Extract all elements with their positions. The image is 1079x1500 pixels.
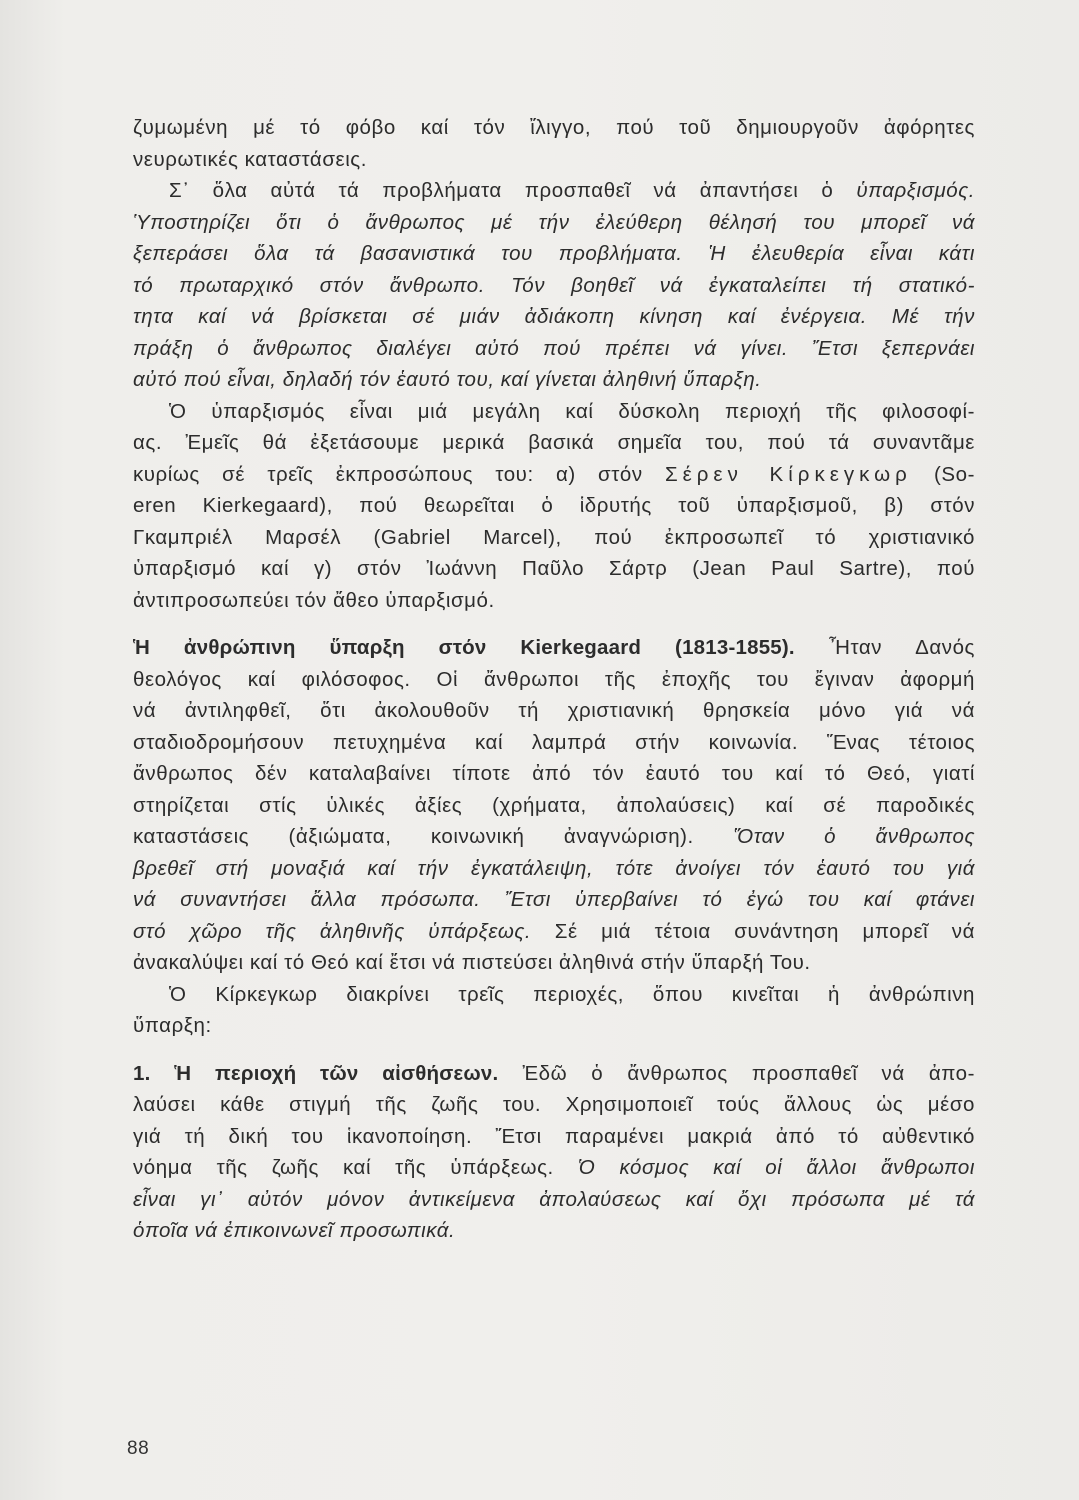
text-segment: ὁποῖα νά ἐπικοινωνεῖ προσωπικά. xyxy=(133,1219,456,1242)
text-segment: Ὁ κόσμος καί οἱ ἄλλοι ἄνθρωποι xyxy=(577,1156,975,1179)
text-segment: ἀντιπροσωπεύει τόν ἄθεο ὑπαρξισμό. xyxy=(133,588,495,612)
text-segment: σταδιοδρομήσουν πετυχημένα καί λαμπρά στήν κοινωνία. Ἕνας τέτοιος xyxy=(133,730,975,754)
text-segment: στό χῶρο τῆς ἀληθινῆς ὑπάρξεως. xyxy=(133,919,532,943)
text-segment: Ἦταν Δανός xyxy=(794,636,975,659)
text-segment: πράξη ὁ ἄνθρωπος διαλέγει αὐτό πού πρέπει νά γίνει. Ἔτσι ξεπερνάει xyxy=(133,336,975,360)
text-segment: ἀνακαλύψει καί τό Θεό καί ἔτσι νά πιστεύσει ἀληθινά στήν ὕπαρξή Του. xyxy=(133,951,811,974)
text-line xyxy=(133,947,975,979)
text-line xyxy=(133,758,975,790)
text-segment: ἄνθρωπος δέν καταλαβαίνει τίποτε ἀπό τόν ἑαυτό του καί τό Θεό, γιατί xyxy=(133,762,975,785)
text-segment: τητα καί νά βρίσκεται σέ μιάν ἀδιάκοπη κίνηση καί ἐνέργεια. Μέ τήν xyxy=(133,305,975,328)
text-line xyxy=(133,270,975,302)
text-segment: Σέρεν Κίρκεγκωρ xyxy=(664,462,912,486)
text-line xyxy=(133,695,975,727)
text-line xyxy=(133,1010,975,1042)
text-segment: τό πρωταρχικό στόν ἄνθρωπο. Τόν βοηθεῖ νά ἐγκαταλείπει τή στατικό- xyxy=(133,273,975,297)
text-segment: καταστάσεις (ἀξιώματα, κοινωνική ἀναγνώριση). xyxy=(133,825,734,848)
text-segment: Σ᾿ ὅλα αὐτά τά προβλήματα προσπαθεῖ νά ἀπαντήσει ὁ xyxy=(169,179,857,202)
text-line xyxy=(133,333,975,365)
text-line xyxy=(133,1184,975,1216)
text-segment: ὑπαρξισμός. xyxy=(856,179,975,202)
text-segment: νά συναντήσει ἄλλα πρόσωπα. Ἔτσι ὑπερβαίνει τό ἐγώ του καί φτάνει xyxy=(133,888,975,911)
text-line xyxy=(133,175,975,207)
text-segment: Ὑποστηρίζει ὅτι ὁ ἄνθρωπος μέ τήν ἐλεύθερη θέλησή του μπορεῖ νά xyxy=(133,210,975,234)
text-line xyxy=(133,1121,975,1153)
text-segment: αὐτό πού εἶναι, δηλαδή τόν ἑαυτό του, καί γίνεται ἀληθινή ὕπαρξη. xyxy=(133,368,762,391)
text-line xyxy=(133,884,975,916)
text-segment: νευρωτικές καταστάσεις. xyxy=(133,147,367,171)
text-segment: γιά τή δική του ἱκανοποίηση. Ἔτσι παραμένει μακριά ἀπό τό αὐθεντικό xyxy=(133,1124,975,1148)
text-line xyxy=(133,427,975,459)
text-segment: (So- xyxy=(911,462,975,486)
text-line xyxy=(133,238,975,270)
text-segment: ὑπαρξισμό καί γ) στόν Ἰωάννη Παῦλο Σάρτρ (Jean Paul Sartre), πού xyxy=(133,557,975,580)
text-line xyxy=(133,1215,975,1247)
text-line xyxy=(133,1089,975,1121)
text-line xyxy=(133,396,975,428)
text-segment: λαύσει κάθε στιγμή τῆς ζωῆς του. Χρησιμοποιεῖ τούς ἄλλους ὡς μέσο xyxy=(133,1093,975,1116)
text-line xyxy=(133,790,975,822)
text-line xyxy=(133,301,975,333)
text-segment: νόημα τῆς ζωῆς καί τῆς ὑπάρξεως. xyxy=(133,1156,578,1179)
text-segment: Ὅταν ὁ ἄνθρωπος xyxy=(733,825,976,848)
text-line xyxy=(133,821,975,853)
section-heading-line xyxy=(133,632,975,664)
text-line xyxy=(133,585,975,617)
text-line xyxy=(133,522,975,554)
text-line xyxy=(133,979,975,1011)
text-line xyxy=(133,1152,975,1184)
text-line xyxy=(133,916,975,948)
text-segment: Ὁ Κίρκεγκωρ διακρίνει τρεῖς περιοχές, ὅπου κινεῖται ἡ ἀνθρώπινη xyxy=(169,982,975,1006)
text-line xyxy=(133,853,975,885)
text-segment: Ἡ ἀνθρώπινη ὕπαρξη στόν Kierkegaard (1813-1855). xyxy=(133,636,795,659)
text-line xyxy=(133,144,975,176)
text-segment: βρεθεῖ στή μοναξιά καί τήν ἐγκατάλειψη, τότε ἀνοίγει τόν ἑαυτό του γιά xyxy=(133,856,975,880)
text-line xyxy=(133,459,975,491)
text-segment: στηρίζεται στίς ὑλικές ἀξίες (χρήματα, ἀπολαύσεις) καί σέ παροδικές xyxy=(133,793,975,817)
text-line xyxy=(133,490,975,522)
text-segment: Σέ μιά τέτοια συνάντηση μπορεῖ νά xyxy=(531,919,976,943)
page-number: 88 xyxy=(127,1438,150,1459)
text-segment: εἶναι γι᾿ αὐτόν μόνον ἀντικείμενα ἀπολαύσεως καί ὄχι πρόσωπα μέ τά xyxy=(133,1187,975,1211)
text-segment: Ὁ ὑπαρξισμός εἶναι μιά μεγάλη καί δύσκολη περιοχή τῆς φιλοσοφί- xyxy=(169,399,975,423)
text-segment: eren Kierkegaard), πού θεωρεῖται ὁ ἱδρυτής τοῦ ὑπαρξισμοῦ, β) στόν xyxy=(133,494,975,517)
text-line xyxy=(133,664,975,696)
text-column xyxy=(133,112,975,1247)
text-segment: νά ἀντιληφθεῖ, ὅτι ἀκολουθοῦν τή χριστιανική θρησκεία μόνο γιά νά xyxy=(133,699,975,722)
text-segment: ας. Ἐμεῖς θά ἐξετάσουμε μερικά βασικά σημεῖα του, πού τά συναντᾶμε xyxy=(133,431,975,454)
text-segment: ζυμωμένη μέ τό φόβο καί τόν ἴλιγγο, πού τοῦ δημιουργοῦν ἀφόρητες xyxy=(133,116,975,139)
subsection-heading-line xyxy=(133,1058,975,1090)
text-line xyxy=(133,364,975,396)
text-line xyxy=(133,112,975,144)
text-segment: κυρίως σέ τρεῖς ἐκπροσώπους του: α) στόν xyxy=(133,462,665,486)
text-line xyxy=(133,553,975,585)
text-line xyxy=(133,727,975,759)
text-segment: ὕπαρξη: xyxy=(133,1014,212,1037)
text-segment: ξεπεράσει ὅλα τά βασανιστικά του προβλήματα. Ἡ ἐλευθερία εἶναι κάτι xyxy=(133,242,975,265)
text-segment: θεολόγος καί φιλόσοφος. Οἱ ἄνθρωποι τῆς ἐποχῆς του ἔγιναν ἀφορμή xyxy=(133,667,975,691)
text-segment: Γκαμπριέλ Μαρσέλ (Gabriel Marcel), πού ἐκπροσωπεῖ τό χριστιανικό xyxy=(133,525,975,549)
text-line xyxy=(133,207,975,239)
text-segment: 1. Ἡ περιοχή τῶν αἰσθήσεων. xyxy=(133,1061,499,1085)
text-segment: Ἐδῶ ὁ ἄνθρωπος προσπαθεῖ νά ἀπο- xyxy=(498,1061,975,1085)
